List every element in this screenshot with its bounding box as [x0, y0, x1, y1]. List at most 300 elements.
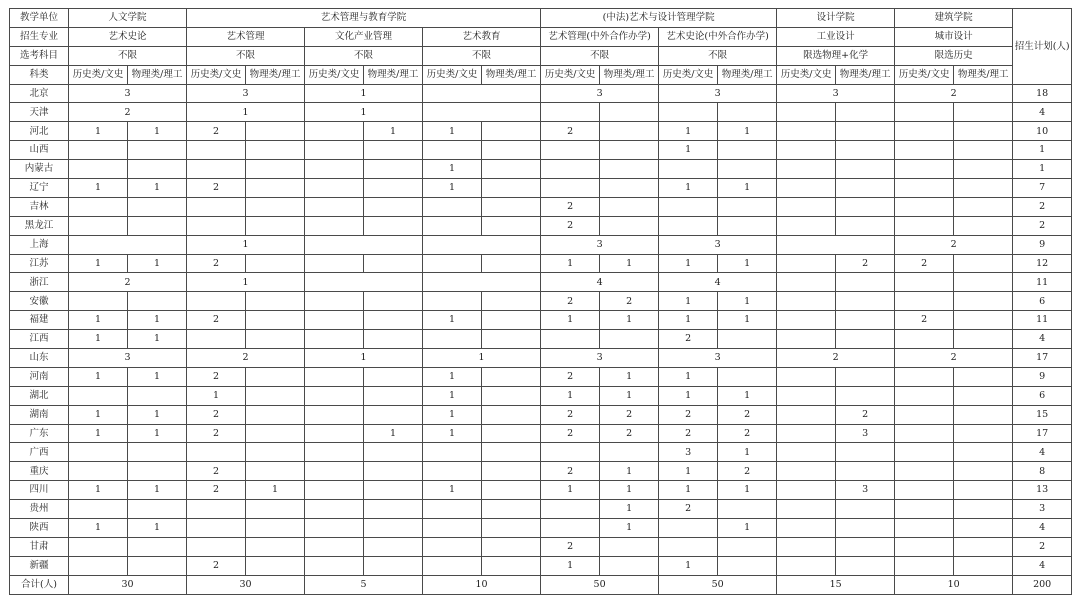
quota-cell-history: 1: [659, 254, 718, 273]
quota-cell-physics: [600, 122, 659, 141]
category-physics: 物理类/理工: [718, 65, 777, 84]
quota-cell-physics: 2: [600, 292, 659, 311]
quota-cell-history: 1: [659, 556, 718, 575]
quota-cell-merged: 2: [187, 349, 305, 368]
quota-cell-history: [777, 462, 836, 481]
quota-cell-physics: 1: [128, 311, 187, 330]
quota-cell-merged: 1: [305, 103, 423, 122]
quota-cell-physics: [718, 367, 777, 386]
quota-cell-history: [69, 443, 128, 462]
quota-cell-physics: [364, 160, 423, 179]
quota-cell-physics: [836, 556, 895, 575]
quota-cell-history: 1: [541, 254, 600, 273]
quota-cell-physics: [600, 160, 659, 179]
province-label: 安徽: [10, 292, 69, 311]
quota-cell-history: [777, 103, 836, 122]
quota-cell-history: [305, 330, 364, 349]
quota-cell-physics: [482, 443, 541, 462]
quota-cell-history: [423, 443, 482, 462]
header-row-subjects: [10, 46, 1080, 65]
quota-cell-history: 1: [541, 311, 600, 330]
province-label: 陕西: [10, 519, 69, 538]
quota-cell-merged: 2: [69, 103, 187, 122]
province-total: 4: [1013, 443, 1072, 462]
quota-cell-physics: [246, 519, 305, 538]
quota-cell-physics: [364, 500, 423, 519]
quota-cell-history: [895, 386, 954, 405]
quota-cell-physics: [128, 556, 187, 575]
quota-cell-history: 1: [423, 122, 482, 141]
quota-cell-history: [423, 500, 482, 519]
quota-cell-history: 1: [423, 367, 482, 386]
quota-cell-history: [777, 273, 836, 292]
quota-cell-history: [187, 519, 246, 538]
quota-cell-physics: [600, 537, 659, 556]
quota-cell-physics: [836, 367, 895, 386]
quota-cell-physics: [482, 122, 541, 141]
province-label: 辽宁: [10, 179, 69, 198]
quota-cell-physics: [364, 292, 423, 311]
quota-cell-history: 2: [187, 481, 246, 500]
quota-cell-history: [305, 292, 364, 311]
quota-cell-history: [187, 292, 246, 311]
quota-cell-history: [659, 537, 718, 556]
quota-cell-physics: [600, 141, 659, 160]
category-physics: 物理类/理工: [482, 65, 541, 84]
totals-row: [10, 575, 1080, 594]
quota-cell-history: 1: [187, 386, 246, 405]
table-row: [10, 330, 1080, 349]
quota-cell-history: [305, 216, 364, 235]
quota-cell-physics: [836, 519, 895, 538]
quota-cell-physics: [482, 216, 541, 235]
quota-cell-physics: [246, 254, 305, 273]
category-physics: 物理类/理工: [364, 65, 423, 84]
quota-cell-physics: [364, 481, 423, 500]
quota-cell-history: 2: [187, 556, 246, 575]
province-label: 四川: [10, 481, 69, 500]
quota-cell-merged: [69, 235, 187, 254]
quota-cell-physics: [718, 197, 777, 216]
quota-cell-physics: [836, 443, 895, 462]
quota-cell-history: [659, 103, 718, 122]
quota-cell-history: 2: [659, 424, 718, 443]
row-label-unit: 教学单位: [10, 9, 69, 28]
quota-cell-physics: [246, 500, 305, 519]
quota-cell-history: [305, 556, 364, 575]
unit-header: 设计学院: [777, 9, 895, 28]
quota-cell-history: [187, 216, 246, 235]
province-total: 11: [1013, 311, 1072, 330]
quota-cell-history: [305, 481, 364, 500]
province-label: 黑龙江: [10, 216, 69, 235]
table-row: [10, 122, 1080, 141]
quota-cell-physics: [600, 556, 659, 575]
quota-cell-history: [305, 367, 364, 386]
quota-cell-history: [423, 216, 482, 235]
province-label: 贵州: [10, 500, 69, 519]
quota-cell-physics: 1: [718, 519, 777, 538]
province-label: 重庆: [10, 462, 69, 481]
quota-cell-history: [69, 216, 128, 235]
quota-cell-physics: [954, 556, 1013, 575]
quota-cell-history: 2: [187, 405, 246, 424]
quota-cell-history: [895, 197, 954, 216]
quota-cell-history: [69, 556, 128, 575]
quota-cell-physics: 2: [600, 424, 659, 443]
quota-cell-physics: 2: [836, 254, 895, 273]
quota-cell-physics: [482, 405, 541, 424]
quota-cell-physics: 1: [246, 481, 305, 500]
major-total: 30: [187, 575, 305, 594]
quota-cell-physics: [836, 179, 895, 198]
quota-cell-history: 1: [659, 311, 718, 330]
quota-cell-history: [777, 292, 836, 311]
province-total: 10: [1013, 122, 1072, 141]
quota-cell-physics: [836, 122, 895, 141]
quota-cell-merged: 1: [305, 84, 423, 103]
province-total: 2: [1013, 537, 1072, 556]
quota-cell-history: [305, 443, 364, 462]
quota-cell-physics: [482, 179, 541, 198]
quota-cell-history: [187, 160, 246, 179]
quota-cell-history: [895, 122, 954, 141]
quota-cell-history: [305, 462, 364, 481]
quota-cell-physics: [482, 311, 541, 330]
category-history: 历史类/文史: [659, 65, 718, 84]
quota-cell-physics: [246, 386, 305, 405]
quota-cell-history: [305, 500, 364, 519]
quota-cell-history: 2: [659, 405, 718, 424]
quota-cell-physics: 2: [718, 462, 777, 481]
quota-cell-history: 2: [659, 500, 718, 519]
quota-cell-physics: [364, 443, 423, 462]
quota-cell-physics: [836, 103, 895, 122]
quota-cell-merged: 4: [541, 273, 659, 292]
quota-cell-history: [777, 179, 836, 198]
quota-cell-history: [777, 160, 836, 179]
quota-cell-history: [305, 141, 364, 160]
quota-cell-physics: [128, 160, 187, 179]
quota-cell-history: [423, 519, 482, 538]
grand-total: 200: [1013, 575, 1072, 594]
header-row-category: [10, 65, 1080, 84]
quota-cell-physics: [364, 367, 423, 386]
quota-cell-history: 1: [69, 179, 128, 198]
quota-cell-history: 2: [895, 311, 954, 330]
row-label-subjects: 选考科目: [10, 46, 69, 65]
quota-cell-history: 2: [659, 330, 718, 349]
province-label: 湖北: [10, 386, 69, 405]
quota-cell-physics: [246, 537, 305, 556]
quota-cell-physics: 1: [600, 462, 659, 481]
plan-header: 招生计划(人): [1013, 9, 1072, 85]
quota-cell-history: 1: [423, 311, 482, 330]
quota-cell-physics: [718, 556, 777, 575]
quota-cell-physics: [954, 103, 1013, 122]
quota-cell-physics: [364, 179, 423, 198]
table-row: [10, 273, 1080, 292]
quota-cell-physics: [954, 405, 1013, 424]
province-total: 17: [1013, 424, 1072, 443]
major-total: 10: [423, 575, 541, 594]
quota-cell-history: [69, 292, 128, 311]
quota-cell-history: 1: [659, 462, 718, 481]
quota-cell-physics: [246, 462, 305, 481]
quota-cell-physics: [482, 481, 541, 500]
quota-cell-physics: [246, 122, 305, 141]
quota-cell-history: [541, 330, 600, 349]
quota-cell-physics: [836, 273, 895, 292]
quota-cell-physics: [954, 367, 1013, 386]
quota-cell-history: [777, 330, 836, 349]
major-header: 艺术史论(中外合作办学): [659, 27, 777, 46]
quota-cell-history: [187, 330, 246, 349]
quota-cell-history: [541, 179, 600, 198]
major-header: 艺术管理(中外合作办学): [541, 27, 659, 46]
quota-cell-physics: 1: [718, 386, 777, 405]
category-history: 历史类/文史: [541, 65, 600, 84]
table-row: [10, 462, 1080, 481]
quota-cell-history: [895, 367, 954, 386]
category-physics: 物理类/理工: [836, 65, 895, 84]
quota-cell-physics: [246, 216, 305, 235]
province-total: 6: [1013, 386, 1072, 405]
quota-cell-physics: 1: [128, 254, 187, 273]
quota-cell-history: [305, 179, 364, 198]
quota-cell-history: [777, 500, 836, 519]
quota-cell-merged: 2: [777, 349, 895, 368]
quota-cell-physics: [364, 254, 423, 273]
quota-cell-merged: 3: [541, 84, 659, 103]
quota-cell-physics: [600, 197, 659, 216]
quota-cell-physics: [246, 330, 305, 349]
quota-cell-physics: 1: [600, 519, 659, 538]
quota-cell-history: [187, 197, 246, 216]
province-label: 福建: [10, 311, 69, 330]
table-row: [10, 235, 1080, 254]
table-row: [10, 141, 1080, 160]
quota-cell-history: [659, 216, 718, 235]
subject-requirement: 不限: [69, 46, 187, 65]
quota-cell-history: [541, 160, 600, 179]
quota-cell-physics: [836, 216, 895, 235]
major-total: 10: [895, 575, 1013, 594]
quota-cell-physics: 1: [128, 122, 187, 141]
quota-cell-physics: [836, 160, 895, 179]
quota-cell-merged: 2: [895, 84, 1013, 103]
quota-cell-history: [69, 141, 128, 160]
quota-cell-physics: [482, 330, 541, 349]
quota-cell-physics: 1: [364, 122, 423, 141]
province-label: 天津: [10, 103, 69, 122]
quota-cell-physics: [718, 141, 777, 160]
table-row: [10, 556, 1080, 575]
quota-cell-physics: 1: [718, 179, 777, 198]
quota-cell-merged: 1: [305, 349, 423, 368]
quota-cell-physics: [246, 141, 305, 160]
quota-cell-physics: [482, 519, 541, 538]
totals-label: 合计(人): [10, 575, 69, 594]
quota-cell-merged: [423, 103, 541, 122]
quota-cell-physics: [718, 160, 777, 179]
quota-cell-history: [895, 556, 954, 575]
quota-cell-merged: 1: [187, 103, 305, 122]
category-history: 历史类/文史: [69, 65, 128, 84]
province-label: 新疆: [10, 556, 69, 575]
quota-cell-history: 2: [541, 292, 600, 311]
quota-cell-merged: 1: [187, 273, 305, 292]
enrollment-plan-table-wrap: [9, 8, 1080, 595]
quota-cell-history: 1: [423, 481, 482, 500]
quota-cell-physics: [718, 330, 777, 349]
quota-cell-history: [895, 537, 954, 556]
quota-cell-history: 2: [187, 367, 246, 386]
quota-cell-history: [187, 141, 246, 160]
quota-cell-physics: [246, 292, 305, 311]
quota-cell-history: [777, 254, 836, 273]
quota-cell-physics: 3: [836, 481, 895, 500]
quota-cell-history: [777, 556, 836, 575]
subject-requirement: 不限: [659, 46, 777, 65]
quota-cell-physics: [836, 141, 895, 160]
quota-cell-physics: [482, 500, 541, 519]
quota-cell-history: [305, 254, 364, 273]
table-row: [10, 405, 1080, 424]
quota-cell-physics: [364, 330, 423, 349]
quota-cell-history: 1: [423, 424, 482, 443]
quota-cell-physics: [718, 500, 777, 519]
table-row: [10, 84, 1080, 103]
quota-cell-merged: 3: [541, 349, 659, 368]
province-label: 河北: [10, 122, 69, 141]
quota-cell-physics: [954, 141, 1013, 160]
province-label: 浙江: [10, 273, 69, 292]
quota-cell-history: [895, 179, 954, 198]
table-row: [10, 424, 1080, 443]
quota-cell-history: [305, 405, 364, 424]
unit-header: 建筑学院: [895, 9, 1013, 28]
quota-cell-physics: [600, 330, 659, 349]
quota-cell-physics: [246, 424, 305, 443]
quota-cell-merged: 2: [895, 349, 1013, 368]
quota-cell-history: [69, 500, 128, 519]
category-physics: 物理类/理工: [128, 65, 187, 84]
quota-cell-merged: 3: [541, 235, 659, 254]
quota-cell-history: 1: [69, 519, 128, 538]
quota-cell-physics: [482, 537, 541, 556]
quota-cell-merged: 3: [659, 235, 777, 254]
table-row: [10, 216, 1080, 235]
quota-cell-history: [777, 216, 836, 235]
quota-cell-physics: [128, 462, 187, 481]
quota-cell-merged: 3: [777, 84, 895, 103]
province-label: 广西: [10, 443, 69, 462]
quota-cell-history: 1: [69, 424, 128, 443]
major-total: 5: [305, 575, 423, 594]
province-total: 1: [1013, 141, 1072, 160]
quota-cell-history: 1: [541, 556, 600, 575]
quota-cell-physics: [482, 197, 541, 216]
quota-cell-physics: [364, 537, 423, 556]
quota-cell-physics: [600, 443, 659, 462]
quota-cell-physics: [128, 386, 187, 405]
province-total: 8: [1013, 462, 1072, 481]
quota-cell-history: [895, 443, 954, 462]
quota-cell-physics: 1: [128, 481, 187, 500]
quota-cell-history: 2: [541, 122, 600, 141]
province-total: 7: [1013, 179, 1072, 198]
quota-cell-physics: [954, 386, 1013, 405]
quota-cell-merged: [423, 235, 541, 254]
quota-cell-merged: 2: [69, 273, 187, 292]
quota-cell-physics: [128, 292, 187, 311]
quota-cell-history: [541, 141, 600, 160]
province-label: 上海: [10, 235, 69, 254]
quota-cell-history: [305, 386, 364, 405]
quota-cell-history: 2: [541, 405, 600, 424]
category-history: 历史类/文史: [305, 65, 364, 84]
quota-cell-history: [895, 103, 954, 122]
province-total: 4: [1013, 519, 1072, 538]
quota-cell-history: [895, 216, 954, 235]
quota-cell-history: 1: [659, 292, 718, 311]
quota-cell-merged: 3: [659, 84, 777, 103]
quota-cell-history: [895, 160, 954, 179]
quota-cell-merged: [423, 84, 541, 103]
table-row: [10, 160, 1080, 179]
quota-cell-physics: [600, 216, 659, 235]
table-row: [10, 197, 1080, 216]
quota-cell-history: 1: [423, 179, 482, 198]
quota-cell-history: [777, 367, 836, 386]
quota-cell-history: [895, 462, 954, 481]
quota-cell-physics: 1: [364, 424, 423, 443]
quota-cell-physics: [364, 141, 423, 160]
quota-cell-history: [777, 122, 836, 141]
quota-cell-physics: 1: [600, 481, 659, 500]
quota-cell-history: [423, 254, 482, 273]
province-total: 12: [1013, 254, 1072, 273]
quota-cell-history: 1: [659, 481, 718, 500]
quota-cell-physics: [954, 254, 1013, 273]
quota-cell-history: [895, 330, 954, 349]
quota-cell-history: [423, 197, 482, 216]
quota-cell-history: 1: [69, 367, 128, 386]
quota-cell-history: [541, 103, 600, 122]
quota-cell-physics: 1: [600, 254, 659, 273]
quota-cell-history: [895, 481, 954, 500]
quota-cell-physics: [246, 367, 305, 386]
enrollment-plan-table: [9, 8, 1080, 595]
quota-cell-physics: [954, 424, 1013, 443]
table-row: [10, 311, 1080, 330]
quota-cell-merged: 1: [187, 235, 305, 254]
category-history: 历史类/文史: [895, 65, 954, 84]
quota-cell-physics: [836, 292, 895, 311]
province-label: 吉林: [10, 197, 69, 216]
province-label: 广东: [10, 424, 69, 443]
unit-header: 艺术管理与教育学院: [187, 9, 541, 28]
category-physics: 物理类/理工: [246, 65, 305, 84]
quota-cell-physics: [128, 216, 187, 235]
quota-cell-history: 1: [69, 481, 128, 500]
quota-cell-physics: [364, 462, 423, 481]
subject-requirement: 限选历史: [895, 46, 1013, 65]
quota-cell-history: 1: [659, 179, 718, 198]
quota-cell-physics: [836, 500, 895, 519]
major-header: 工业设计: [777, 27, 895, 46]
